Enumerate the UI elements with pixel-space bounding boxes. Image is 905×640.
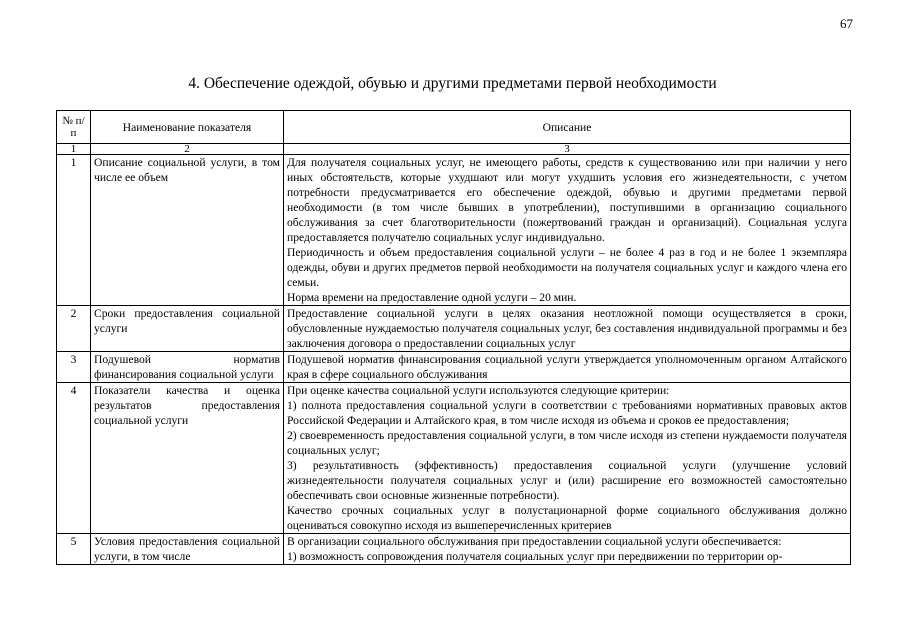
description-paragraph: 3) результативность (эффективность) предоставления социальной услуги (улучшение условий жизнедеятельности получателя социальных услуг и (или) расширение его возможностей самостоятельно обеспечивать свои основные жизненные потребности). (287, 459, 847, 502)
indicator-name: Подушевой норматив финансирования социальной услуги (91, 352, 284, 383)
description-paragraph: 2) своевременность предоставления социальной услуги, в том числе исходя из степени нуждаемости получателя социальных услуг; (287, 429, 847, 457)
description-paragraph: Периодичность и объем предоставления социальной услуги – не более 4 раз в год и не более 1 экземпляра одежды, обуви и других предметов первой необходимости на получателя социальных услуг и каждого члена его семьи. (287, 246, 847, 289)
description-paragraph: Качество срочных социальных услуг в полустационарной форме социального обслуживания должно оцениваться совокупно исходя из вышеперечисленных критериев (287, 504, 847, 532)
description-cell (284, 352, 851, 383)
description-paragraph: Для получателя социальных услуг, не имеющего работы, средств к существованию или при наличии у него иных обстоятельств, которые ухудшают или могут ухудшить условия его жизнедеятельности, с учетом потребности предусматривается его обеспечение одеждой, обувью и другими предметами первой необходимости (в том числе бывших в употреблении), поступившими в организацию социального обслуживания за счет благотворительности (пожертвований граждан и организаций). Социальная услуга предоставляется получателю социальных услуг индивидуально. (287, 156, 847, 244)
column-number: 2 (91, 144, 284, 155)
header-description: Описание (284, 111, 851, 144)
header-indicator-name: Наименование показателя (91, 111, 284, 144)
column-number: 1 (57, 144, 91, 155)
description-paragraph: Подушевой норматив финансирования социальной услуги утверждается уполномоченным органом Алтайского края в сфере социального обслуживания (287, 353, 847, 381)
table-row (57, 155, 851, 306)
description-paragraph: Предоставление социальной услуги в целях оказания неотложной помощи осуществляется в сроки, обусловленные нуждаемостью получателя социальных услуг, без составления индивидуальной программы и без заключения договора о предоставлении социальных услуг (287, 307, 847, 350)
indicator-name: Сроки предоставления социальной услуги (91, 306, 284, 352)
description-paragraph: 1) возможность сопровождения получателя социальных услуг при передвижении по территории ор- (287, 550, 783, 563)
description-cell (284, 383, 851, 534)
description-paragraph: Норма времени на предоставление одной услуги – 20 мин. (287, 291, 577, 304)
row-number: 3 (57, 352, 91, 383)
service-table (56, 110, 851, 565)
description-cell (284, 534, 851, 565)
description-paragraph: 1) полнота предоставления социальной услуги в соответствии с требованиями нормативных правовых актов Российской Федерации и Алтайского края, в том числе исходя из объема и сроков ее предоставления; (287, 399, 847, 427)
header-number: № п/п (57, 111, 91, 144)
row-number: 1 (57, 155, 91, 306)
column-number-row (57, 144, 851, 155)
description-cell (284, 306, 851, 352)
table-row (57, 306, 851, 352)
indicator-name: Показатели качества и оценка результатов предоставления социальной услуги (91, 383, 284, 534)
table-row (57, 352, 851, 383)
table-row (57, 534, 851, 565)
header-row (57, 111, 851, 144)
description-cell (284, 155, 851, 306)
description-paragraph: При оценке качества социальной услуги используются следующие критерии: (287, 384, 670, 397)
section-title: 4. Обеспечение одеждой, обувью и другими предметами первой необходимости (188, 75, 717, 92)
row-number: 5 (57, 534, 91, 565)
row-number: 4 (57, 383, 91, 534)
indicator-name: Описание социальной услуги, в том числе ее объем (91, 155, 284, 306)
table-row (57, 383, 851, 534)
column-number: 3 (284, 144, 851, 155)
description-paragraph: В организации социального обслуживания при предоставлении социальной услуги обеспечивается: (287, 535, 782, 548)
page-number: 67 (840, 16, 853, 31)
row-number: 2 (57, 306, 91, 352)
indicator-name: Условия предоставления социальной услуги, в том числе (91, 534, 284, 565)
